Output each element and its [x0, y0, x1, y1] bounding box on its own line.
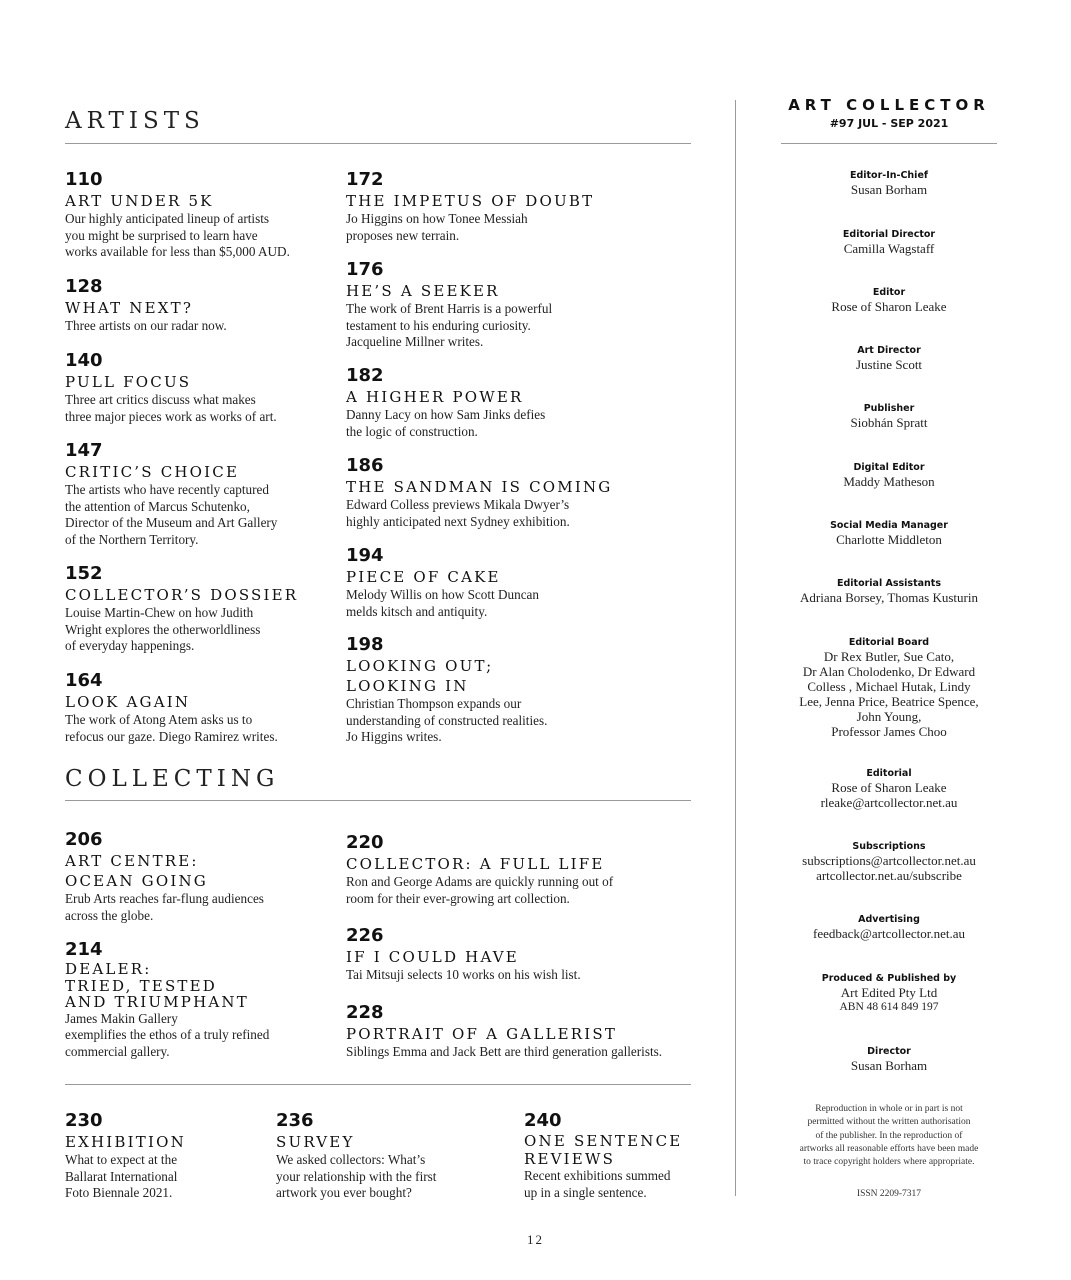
entry-description — [346, 874, 613, 907]
credit-name: Art Edited Pty Ltd — [840, 985, 938, 1000]
issn: ISSN 2209-7317 — [856, 1189, 922, 1199]
credit-editorial — [781, 768, 997, 810]
desc-line: up in a single sentence. — [524, 1184, 647, 1200]
credit-role: Editorial Board — [848, 637, 930, 648]
desc-line: Erub Arts reaches far-flung audiences — [65, 891, 264, 906]
entry-page-number: 220 — [346, 832, 384, 853]
title-line: ART CENTRE: — [65, 852, 199, 870]
entry-title: COLLECTOR: A FULL LIFE — [346, 855, 605, 873]
entry-140 — [65, 351, 277, 425]
entry-226 — [346, 926, 581, 984]
entry-228 — [346, 1003, 662, 1061]
disclaimer-line: Reproduction in whole or in part is not — [815, 1104, 963, 1114]
desc-line: proposes new terrain. — [346, 227, 460, 243]
entry-title — [65, 851, 264, 891]
credit-produced-published — [781, 973, 997, 1015]
credit-role: Editor — [872, 287, 906, 298]
entry-206 — [65, 830, 264, 924]
masthead-header — [781, 96, 997, 131]
entry-198 — [346, 635, 547, 746]
credit-name: Camilla Wagstaff — [843, 241, 935, 256]
entry-description — [65, 1152, 186, 1202]
credit-editorial-board — [781, 637, 997, 739]
desc-line: Three art critics discuss what makes — [65, 392, 256, 407]
credit-role: Produced & Published by — [821, 973, 957, 984]
entry-title: LOOK AGAIN — [65, 693, 191, 711]
desc-line: Siblings Emma and Jack Bett are third generation gallerists. — [346, 1044, 663, 1059]
entry-164 — [65, 671, 278, 745]
entry-description — [65, 891, 264, 924]
credit-name: Justine Scott — [855, 357, 923, 372]
entry-240 — [524, 1111, 682, 1201]
entry-page-number: 110 — [65, 169, 103, 190]
credit-name: Rose of Sharon Leake — [831, 299, 947, 314]
credit-role: Subscriptions — [852, 841, 926, 852]
entry-title — [524, 1132, 682, 1168]
desc-line: room for their ever-growing art collection. — [346, 890, 570, 906]
entry-description — [276, 1152, 436, 1202]
title-line: OCEAN GOING — [65, 872, 208, 890]
entry-title: CRITIC’S CHOICE — [65, 463, 240, 481]
credit-role: Digital Editor — [853, 462, 925, 473]
desc-line: you might be surprised to learn have — [65, 227, 258, 243]
entry-147 — [65, 441, 277, 548]
credit-publisher — [781, 403, 997, 430]
copyright-disclaimer — [781, 1103, 997, 1169]
bottom-rule — [65, 1084, 691, 1085]
title-line: LOOKING IN — [346, 677, 469, 695]
credit-editorial-assistants — [781, 578, 997, 605]
credit-name: Dr Alan Cholodenko, Dr Edward — [802, 664, 976, 679]
desc-line: Danny Lacy on how Sam Jinks defies — [346, 407, 546, 422]
collecting-rule — [65, 800, 691, 801]
entry-page-number: 164 — [65, 670, 103, 691]
title-line: LOOKING OUT; — [346, 657, 494, 675]
credit-name: Charlotte Middleton — [836, 532, 942, 547]
credit-name: Siobhán Spratt — [850, 415, 928, 430]
entry-page-number: 152 — [65, 563, 103, 584]
desc-line: Melody Willis on how Scott Duncan — [346, 587, 539, 602]
entry-title: PORTRAIT OF A GALLERIST — [346, 1025, 618, 1043]
title-line: EXHIBITION — [65, 1133, 186, 1151]
entry-description — [346, 696, 547, 746]
title-line: REVIEWS — [524, 1150, 616, 1168]
entry-title — [65, 1132, 186, 1152]
desc-line: Ballarat International — [65, 1168, 178, 1184]
entry-description — [346, 497, 612, 530]
entry-description — [524, 1168, 682, 1201]
credit-role: Editorial Director — [842, 229, 936, 240]
entry-page-number: 226 — [346, 925, 384, 946]
desc-line: Jo Higgins writes. — [346, 729, 442, 744]
desc-line: Jacqueline Millner writes. — [346, 334, 484, 349]
entry-page-number: 228 — [346, 1002, 384, 1023]
entry-page-number: 230 — [65, 1110, 103, 1131]
credit-subscriptions — [781, 841, 997, 883]
section-title-collecting: COLLECTING — [65, 766, 280, 792]
entry-description — [346, 1044, 662, 1061]
entry-description — [346, 211, 594, 244]
entry-description — [346, 301, 552, 351]
entry-title — [276, 1132, 436, 1152]
desc-line: testament to his enduring curiosity. — [346, 317, 531, 333]
entry-page-number: 186 — [346, 455, 384, 476]
entry-description — [65, 605, 298, 655]
desc-line: Ron and George Adams are quickly running out of — [346, 874, 614, 889]
entry-title — [346, 656, 547, 696]
desc-line: What to expect at the — [65, 1152, 178, 1167]
desc-line: James Makin Gallery — [65, 1010, 178, 1026]
entry-page-number: 176 — [346, 259, 384, 280]
entry-110 — [65, 170, 290, 261]
masthead-title: ART COLLECTOR — [788, 96, 990, 114]
desc-line: The work of Atong Atem asks us to — [65, 712, 253, 727]
entry-description — [65, 1011, 269, 1061]
desc-line: Edward Colless previews Mikala Dwyer’s — [346, 497, 570, 512]
desc-line: Our highly anticipated lineup of artists — [65, 211, 269, 226]
credit-email[interactable]: subscriptions@artcollector.net.au — [802, 853, 976, 868]
desc-line: works available for less than $5,000 AUD. — [65, 244, 290, 259]
desc-line: artwork you ever bought? — [276, 1185, 412, 1200]
entry-128 — [65, 277, 227, 335]
entry-page-number: 194 — [346, 545, 384, 566]
entry-description — [65, 318, 227, 335]
entry-186 — [346, 456, 612, 530]
entry-page-number: 240 — [524, 1110, 562, 1131]
entry-description — [346, 587, 539, 620]
desc-line: Three artists on our radar now. — [65, 318, 227, 333]
desc-line: Tai Mitsuji selects 10 works on his wish list. — [346, 967, 581, 982]
entry-title — [65, 961, 269, 1011]
section-title-artists: ARTISTS — [65, 108, 205, 134]
credit-name: Susan Borham — [850, 182, 928, 197]
desc-line: highly anticipated next Sydney exhibition. — [346, 513, 570, 529]
entry-title: HE’S A SEEKER — [346, 282, 500, 300]
credit-name: John Young, — [856, 709, 922, 724]
entry-page-number: 198 — [346, 634, 384, 655]
artists-rule — [65, 143, 691, 144]
entry-title: PIECE OF CAKE — [346, 568, 501, 586]
credit-email[interactable]: rleake@artcollector.net.au — [820, 795, 958, 810]
desc-line: refocus our gaze. Diego Ramirez writes. — [65, 728, 278, 744]
disclaimer-line: permitted without the written authorisation — [807, 1117, 971, 1128]
entry-172 — [346, 170, 594, 244]
entry-page-number: 128 — [65, 276, 103, 297]
credit-role: Editorial — [866, 768, 912, 779]
entry-page-number: 236 — [276, 1110, 314, 1131]
entry-title: COLLECTOR’S DOSSIER — [65, 586, 299, 604]
entry-title: A HIGHER POWER — [346, 388, 524, 406]
credit-editorial-director — [781, 229, 997, 256]
desc-line: commercial gallery. — [65, 1043, 170, 1059]
entry-description — [65, 392, 277, 425]
desc-line: the logic of construction. — [346, 423, 478, 439]
title-line: ONE SENTENCE — [524, 1132, 683, 1150]
entry-description — [346, 967, 581, 984]
credit-name: Dr Rex Butler, Sue Cato, — [823, 649, 955, 664]
entry-title: THE IMPETUS OF DOUBT — [346, 192, 595, 210]
desc-line: Christian Thompson expands our — [346, 696, 522, 711]
credit-email[interactable]: feedback@artcollector.net.au — [812, 926, 965, 941]
entry-description — [65, 712, 278, 745]
entry-236 — [276, 1111, 436, 1202]
desc-line: Recent exhibitions summed — [524, 1168, 671, 1183]
entry-214 — [65, 940, 269, 1060]
entry-page-number: 206 — [65, 829, 103, 850]
desc-line: The artists who have recently captured — [65, 482, 269, 497]
entry-194 — [346, 546, 539, 620]
credit-director — [781, 1046, 997, 1073]
entry-page-number: 214 — [65, 939, 103, 960]
credit-name: Maddy Matheson — [843, 474, 935, 489]
credit-name: Colless , Michael Hutak, Lindy — [807, 679, 971, 694]
credit-name: Professor James Choo — [831, 724, 947, 739]
column-divider — [735, 100, 736, 1196]
entry-230 — [65, 1111, 186, 1202]
credit-role: Social Media Manager — [830, 520, 948, 531]
title-line: AND TRIUMPHANT — [65, 993, 249, 1011]
credit-editor-in-chief — [781, 170, 997, 197]
desc-line: Director of the Museum and Art Gallery — [65, 515, 278, 530]
entry-220 — [346, 833, 613, 907]
entry-description — [65, 211, 290, 261]
disclaimer-line: artworks all reasonable efforts have been made — [799, 1143, 979, 1154]
credit-role: Editorial Assistants — [836, 578, 941, 589]
credit-editor — [781, 287, 997, 314]
entry-182 — [346, 366, 545, 440]
credit-role: Editor-In-Chief — [849, 170, 929, 181]
entry-title: ART UNDER 5K — [65, 192, 214, 210]
desc-line: The work of Brent Harris is a powerful — [346, 301, 553, 316]
entry-page-number: 172 — [346, 169, 384, 190]
title-line: TRIED, TESTED — [65, 976, 218, 995]
masthead-issue: #97 JUL - SEP 2021 — [829, 117, 949, 130]
desc-line: exemplifies the ethos of a truly refined — [65, 1027, 270, 1042]
masthead-rule — [781, 143, 997, 144]
credit-role: Director — [867, 1046, 911, 1057]
desc-line: melds kitsch and antiquity. — [346, 603, 488, 619]
disclaimer-line: to trace copyright holders where appropriate. — [803, 1157, 975, 1168]
entry-page-number: 140 — [65, 350, 103, 371]
desc-line: of the Northern Territory. — [65, 531, 199, 547]
desc-line: the attention of Marcus Schutenko, — [65, 498, 250, 514]
credit-social-media-manager — [781, 520, 997, 547]
title-line: DEALER: — [65, 960, 152, 978]
desc-line: We asked collectors: What’s — [276, 1152, 426, 1167]
credit-url[interactable]: artcollector.net.au/subscribe — [816, 868, 962, 883]
desc-line: your relationship with the first — [276, 1168, 437, 1184]
desc-line: Jo Higgins on how Tonee Messiah — [346, 211, 528, 226]
desc-line: Louise Martin-Chew on how Judith — [65, 605, 254, 620]
credit-art-director — [781, 345, 997, 372]
credit-name: Susan Borham — [850, 1058, 928, 1073]
entry-page-number: 182 — [346, 365, 384, 386]
disclaimer-line: of the publisher. In the reproduction of — [815, 1130, 963, 1141]
desc-line: Wright explores the otherworldliness — [65, 621, 261, 637]
title-line: SURVEY — [276, 1133, 355, 1151]
credit-name: Lee, Jenna Price, Beatrice Spence, — [799, 694, 979, 709]
credit-name: Adriana Borsey, Thomas Kusturin — [799, 590, 978, 605]
entry-description — [65, 482, 277, 548]
entry-title: PULL FOCUS — [65, 373, 192, 391]
entry-description — [346, 407, 545, 440]
entry-title: IF I COULD HAVE — [346, 948, 519, 966]
credit-role: Art Director — [857, 345, 921, 356]
desc-line: across the globe. — [65, 907, 154, 923]
credit-abn: ABN 48 614 849 197 — [839, 1001, 939, 1013]
credit-name: Rose of Sharon Leake — [831, 780, 947, 795]
entry-176 — [346, 260, 552, 351]
page-number: 12 — [527, 1232, 544, 1247]
desc-line: understanding of constructed realities. — [346, 712, 548, 728]
credit-digital-editor — [781, 462, 997, 489]
entry-title: WHAT NEXT? — [65, 299, 194, 317]
entry-page-number: 147 — [65, 440, 103, 461]
credit-role: Publisher — [863, 403, 915, 414]
credit-advertising — [781, 914, 997, 941]
desc-line: three major pieces work as works of art. — [65, 408, 277, 424]
entry-152 — [65, 564, 298, 655]
credit-role: Advertising — [858, 914, 920, 925]
entry-title: THE SANDMAN IS COMING — [346, 478, 613, 496]
desc-line: of everyday happenings. — [65, 638, 195, 653]
desc-line: Foto Biennale 2021. — [65, 1185, 173, 1200]
